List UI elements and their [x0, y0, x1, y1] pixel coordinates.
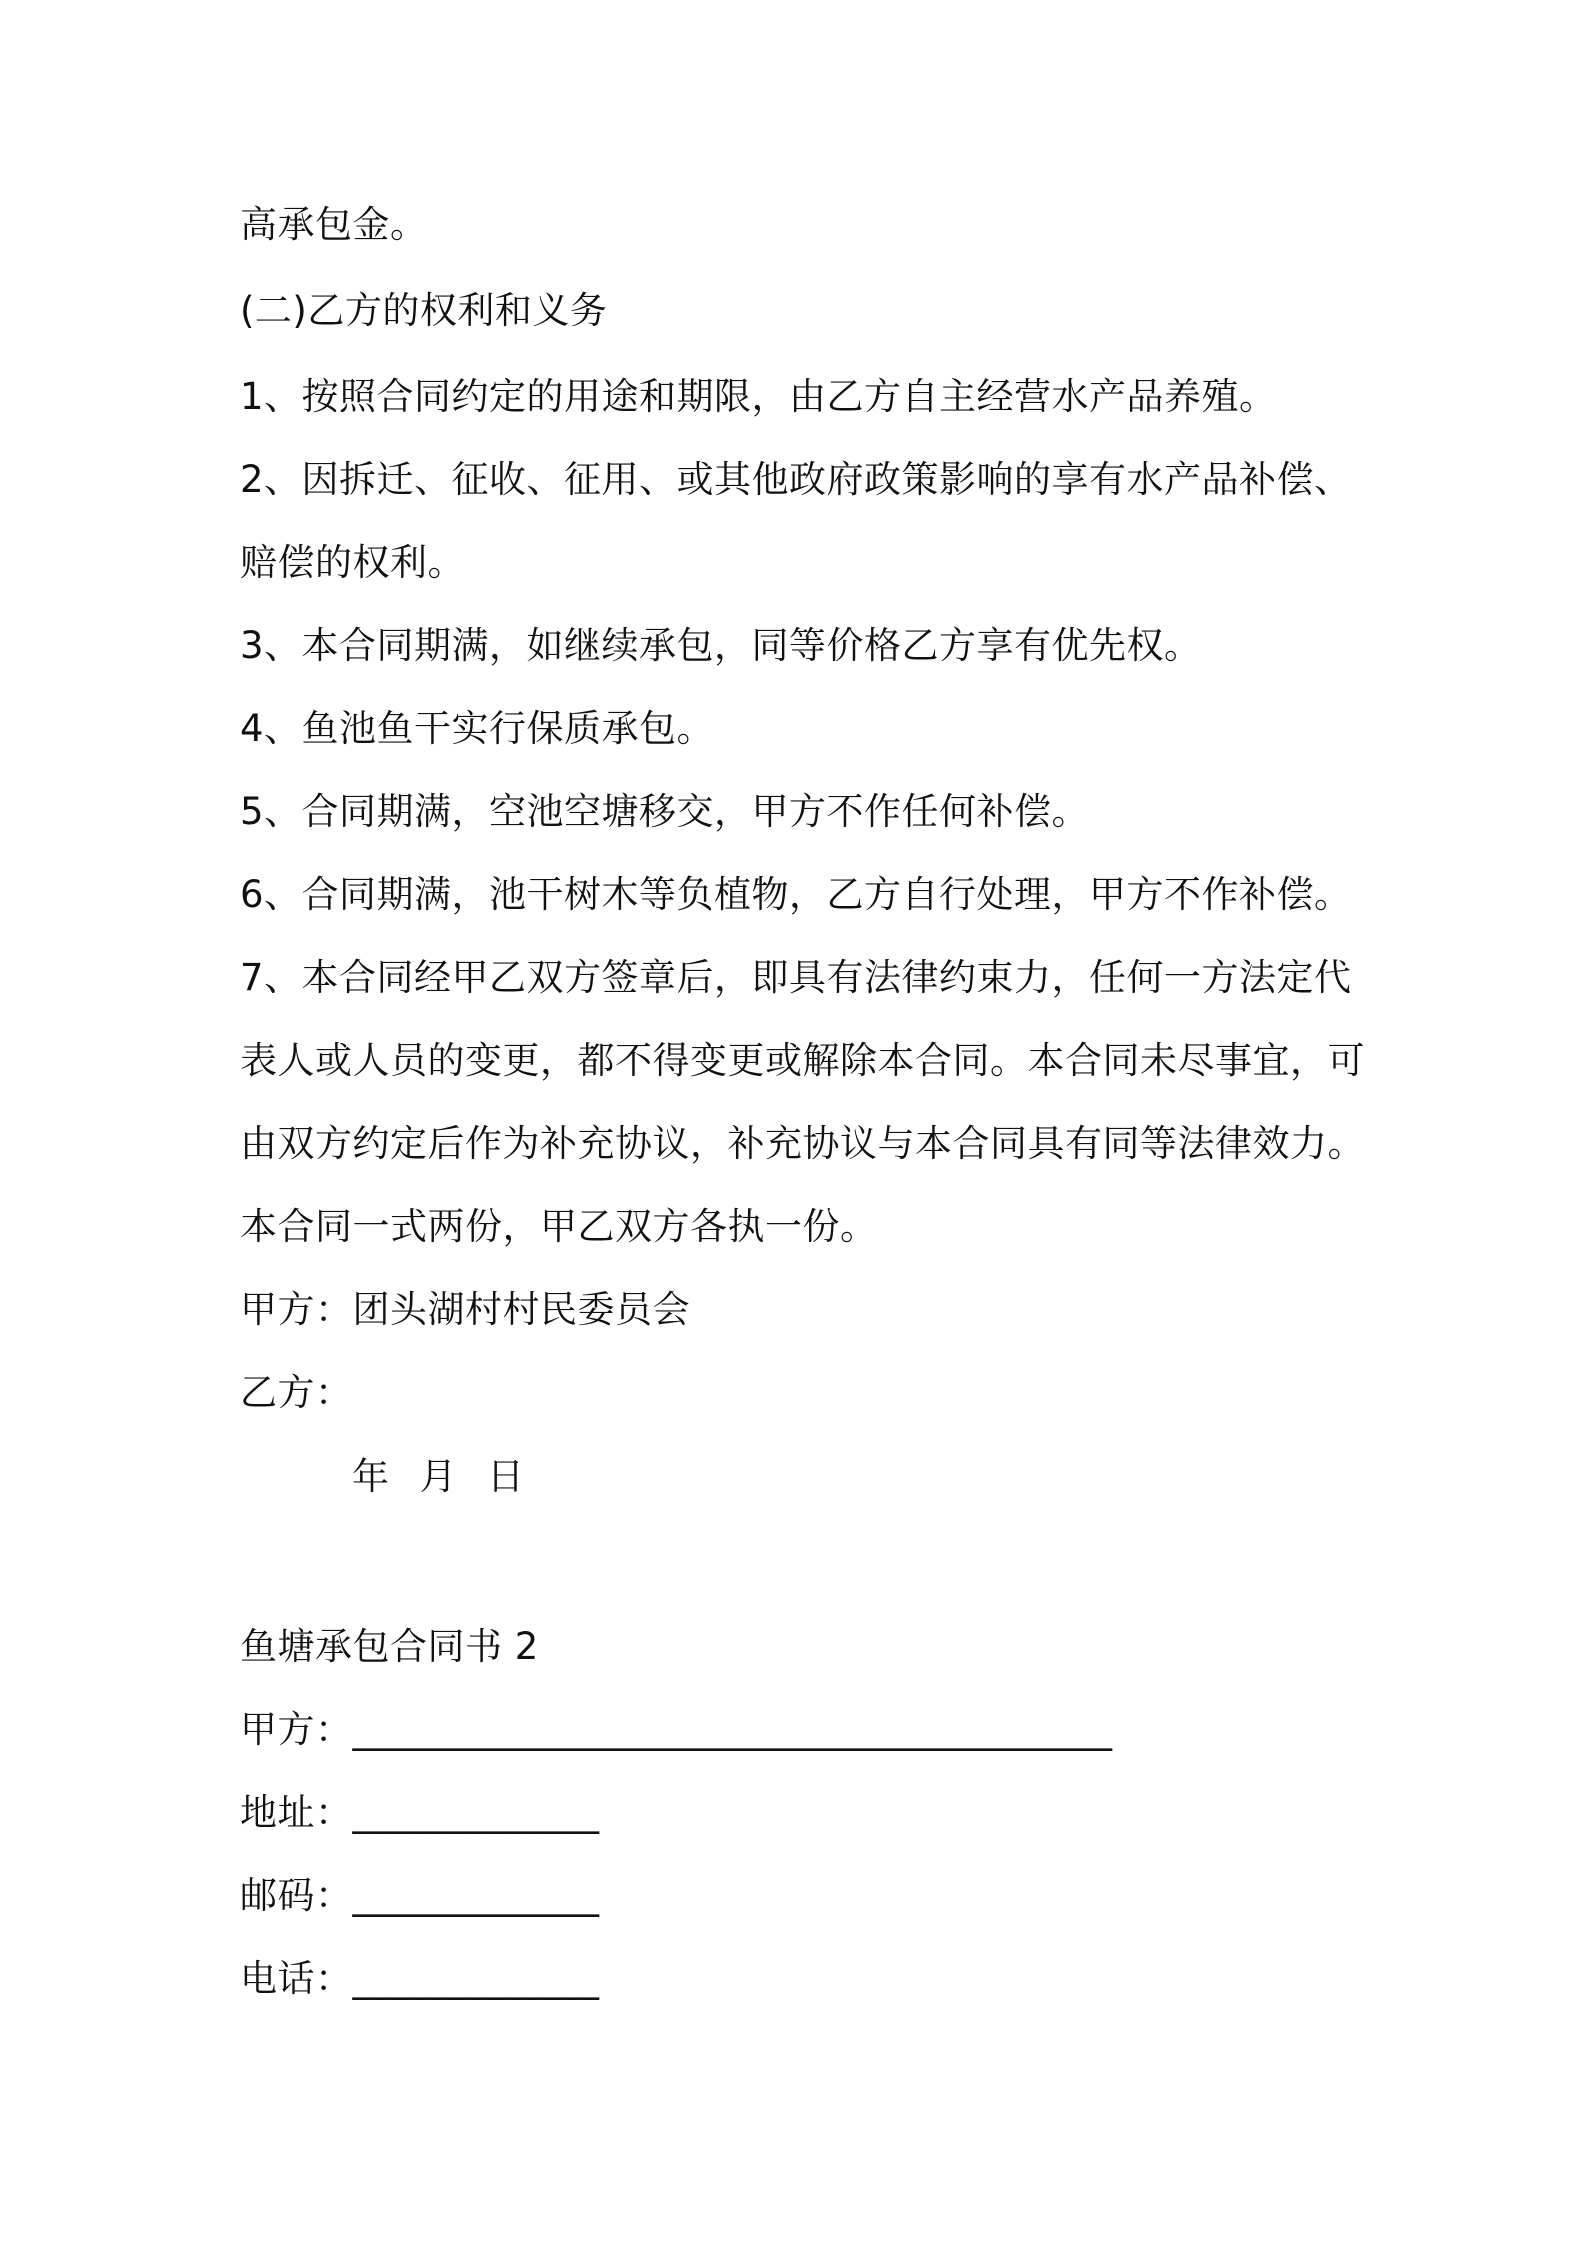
party-b-line: 乙方：: [240, 1371, 353, 1414]
clause-2-continued: 赔偿的权利。: [240, 541, 465, 584]
date-day: 日: [487, 1455, 525, 1498]
party-a-line: 甲方：团头湖村村民委员会: [240, 1288, 690, 1331]
continuation-text: 高承包金。: [240, 203, 428, 246]
contract-title-2: 鱼塘承包合同书 2: [240, 1625, 539, 1668]
date-month: 月: [419, 1455, 457, 1498]
clause-2: 2、因拆迁、征收、征用、或其他政府政策影响的享有水产品补偿、: [240, 458, 1352, 501]
clause-7: 7、本合同经甲乙双方签章后，即具有法律约束力，任何一方法定代: [240, 956, 1352, 999]
clause-5: 5、合同期满，空池空塘移交，甲方不作任何补偿。: [240, 790, 1090, 833]
date-line: [352, 1452, 555, 1502]
clause-copies: 本合同一式两份，甲乙双方各执一份。: [240, 1205, 878, 1248]
section-heading: (二)乙方的权利和义务: [240, 289, 608, 332]
clause-3: 3、本合同期满，如继续承包，同等价格乙方享有优先权。: [240, 624, 1202, 667]
clause-7-continued: 表人或人员的变更，都不得变更或解除本合同。本合同未尽事宜，可: [240, 1039, 1365, 1082]
document-page: [240, 0, 1380, 2244]
field-postcode: 邮码：_____________: [240, 1874, 600, 1917]
field-party-a: 甲方：________________________________________: [240, 1708, 1113, 1751]
clause-7-continued-2: 由双方约定后作为补充协议，补充协议与本合同具有同等法律效力。: [240, 1122, 1365, 1165]
date-year: 年: [352, 1455, 390, 1498]
clause-6: 6、合同期满，池干树木等负植物，乙方自行处理，甲方不作补偿。: [240, 873, 1352, 916]
clause-1: 1、按照合同约定的用途和期限，由乙方自主经营水产品养殖。: [240, 375, 1277, 418]
clause-4: 4、鱼池鱼干实行保质承包。: [240, 707, 715, 750]
field-address: 地址：_____________: [240, 1791, 600, 1834]
field-phone: 电话：_____________: [240, 1957, 600, 2000]
